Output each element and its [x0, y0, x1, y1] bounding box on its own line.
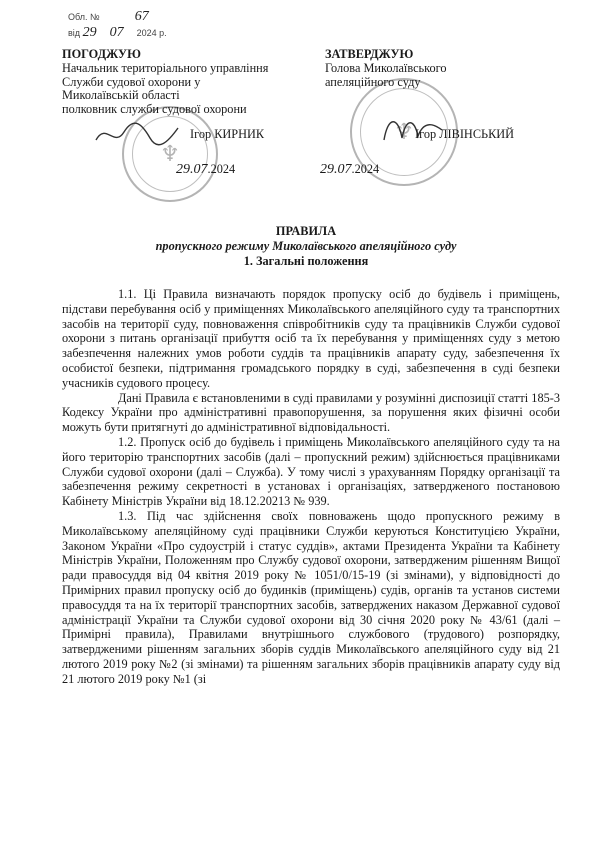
approval-signer-name: Ігор ЛІВІНСЬКИЙ: [415, 127, 515, 141]
section-heading: 1. Загальні положення: [243, 254, 369, 268]
trident-icon: ♆: [160, 141, 180, 166]
agreement-date-handwritten: 29.07: [176, 162, 208, 177]
registration-day: 29: [82, 25, 97, 40]
agreement-signer-name: Ігор КИРНИК: [190, 127, 265, 141]
agreement-position-line: Начальник територіального управління: [62, 60, 269, 75]
document-body: [62, 287, 560, 687]
approval-block: [325, 48, 447, 89]
registration-number: 67: [134, 9, 149, 24]
document-title-block: [0, 224, 612, 269]
trident-icon: ♆: [394, 119, 414, 144]
registration-date-label: від: [68, 28, 81, 38]
registration-stamp: [64, 6, 224, 38]
paragraph: 1.2. Пропуск осіб до будівель і приміщень Миколаївського апеляційного суду та на його територію транспортних засобів (далі – пропускний режим) здійснюється працівниками Служби судової охорони (далі – Служба). У тому числі з урахуванням Порядку організації та забезпечення режиму секретності в установах і організаціях, затвердженого постановою Кабінету Міністрів України від 18.12.20213 № 939.: [62, 434, 560, 509]
agreement-date: [176, 162, 235, 178]
registration-year: 2024 р.: [136, 28, 167, 38]
approval-position-line: апеляційного суду: [325, 74, 421, 89]
registration-month: 07: [109, 25, 124, 40]
approval-heading: ЗАТВЕРДЖУЮ: [325, 47, 414, 61]
approval-date-handwritten: 29.07: [320, 162, 352, 177]
approval-position-line: Голова Миколаївського: [325, 60, 447, 75]
agreement-block: [62, 48, 268, 117]
paragraph: Дані Правила є встановленими в суді правилами у розумінні диспозиції статті 185-3 Кодексу України про адміністративні правопорушення, за порушення яких фізичні особи можуть бути притягнуті до адміністративної відповідальності.: [62, 390, 560, 435]
agreement-heading: ПОГОДЖУЮ: [62, 47, 141, 61]
registration-number-label: Обл. №: [68, 12, 100, 22]
document-title: ПРАВИЛА: [275, 224, 337, 238]
document-subtitle: пропускного режиму Миколаївського апеляційного суду: [155, 239, 457, 253]
agreement-position-line: Служби судової охорони у: [62, 74, 201, 89]
approval-date-year: .2024: [351, 162, 380, 176]
agreement-position-line: Миколаївській області: [62, 88, 180, 103]
agreement-rank-line: полковник служби судової охорони: [62, 102, 247, 117]
approval-date: [320, 162, 379, 178]
left-signature: [92, 118, 182, 152]
paragraph: 1.1. Ці Правила визначають порядок пропуску осіб до будівель і приміщень, підстави перебування осіб у приміщеннях Миколаївського апеляційного суду та транспортних засобів на території суду, повноваження співробітників суду та працівників Служби судової охорони з питань організації прибуття осіб та їх перебування у приміщеннях суду з метою забезпечення належних умов роботи суддів та працівників апарату суду, забезпечення їх особистої безпеки, підтримання громадського порядку в суді, забезпечення в суді безпеки учасників судового процесу.: [62, 287, 560, 390]
registration-date-row: [68, 25, 167, 41]
paragraph: 1.3. Під час здійснення своїх повноважень щодо пропускного режиму в Миколаївському апеляційному суді працівники Служби керуються Конституцією України, Законом України «Про судоустрій і статус суддів», актами Президента України та Кабінету Міністрів України, Положенням про Службу судової охорони, затвердженим рішенням Вищої ради правосуддя від 04 квітня 2019 року № 1051/0/15-19 (зі змінами), у відповідності до Примірних правил пропуску осіб до будинків (приміщень) судів, органів та установ системи правосуддя та на їх території транспортних засобів, затверджених наказом Державної судової адміністрації України та Служби судової охорони від 30 січня 2020 року № 43/61 (далі – Примірні правила), Правилами внутрішнього службового (трудового) розпорядку, затвердженими рішенням загальних зборів суддів Миколаївського апеляційного суду від 21 лютого 2019 року №2 (зі змінами) та рішенням загальних зборів працівників апарату суду від 21 лютого 2019 року №1 (зі: [62, 508, 560, 686]
agreement-date-year: .2024: [207, 162, 236, 176]
registration-number-row: [68, 9, 149, 25]
